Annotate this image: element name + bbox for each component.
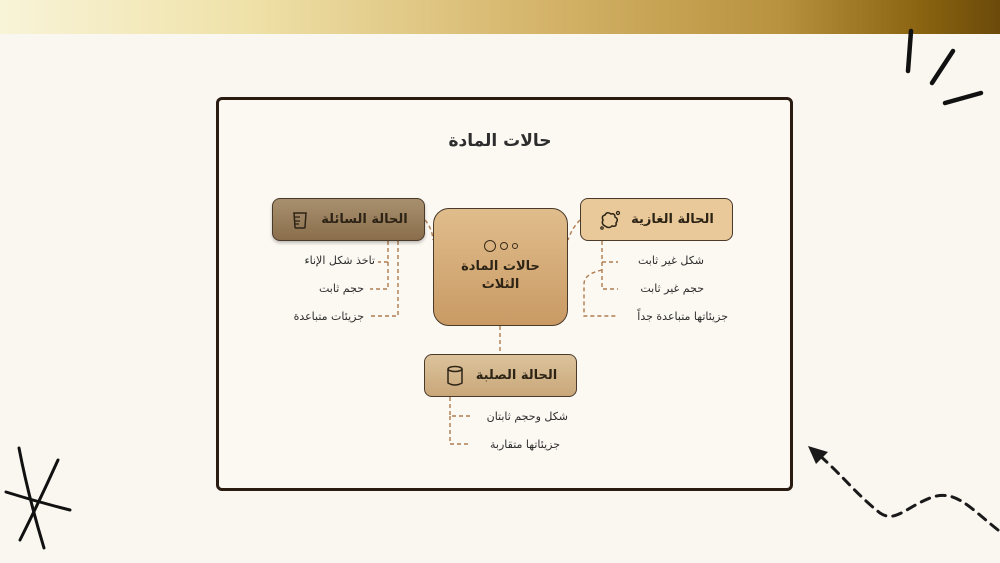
solid-property-2: جزيئاتها متقاربة [490, 438, 560, 451]
gas-property-3: جزيئاتها متباعدة جداً [637, 310, 728, 323]
center-label: حالات المادة الثلاث [461, 259, 540, 292]
solid-property-1: شكل وحجم ثابتان [486, 410, 568, 423]
liquid-state-label: الحالة السائلة [321, 212, 408, 227]
solid-state-node [424, 354, 577, 397]
liquid-property-3: جزيئات متباعدة [293, 310, 364, 323]
liquid-property-2: حجم ثابت [319, 282, 364, 295]
center-node [433, 208, 568, 326]
cylinder-icon [444, 365, 466, 387]
gas-state-label: الحالة الغازية [631, 212, 714, 227]
gas-property-2: حجم غير ثابت [640, 282, 704, 295]
diagram-title: حالات المادة [448, 131, 552, 151]
gas-state-node [580, 198, 733, 241]
liquid-property-1: تاخذ شكل الإناء [304, 254, 375, 267]
beaker-icon [289, 209, 311, 231]
splash-icon [599, 209, 621, 231]
circles-icon [484, 240, 518, 252]
solid-state-label: الحالة الصلبة [475, 368, 558, 383]
liquid-state-node [272, 198, 425, 241]
gas-property-1: شكل غير ثابت [637, 254, 704, 267]
